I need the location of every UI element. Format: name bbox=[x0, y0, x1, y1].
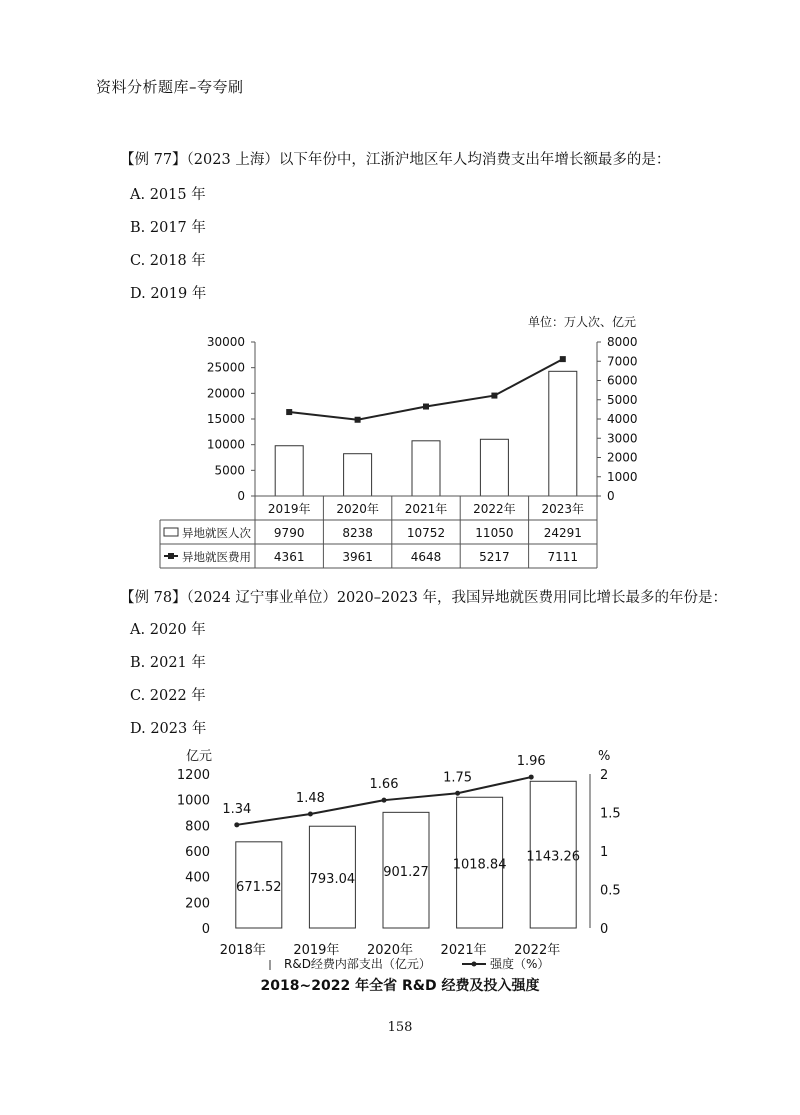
chart1-bar bbox=[412, 441, 440, 496]
chart1-category-label: 2019年 bbox=[267, 502, 311, 516]
chart2-left-tick-label: 400 bbox=[185, 870, 210, 886]
chart2-right-tick-label: 0.5 bbox=[600, 883, 621, 899]
chart1-table-value: 5217 bbox=[479, 550, 510, 564]
chart1-left-tick-label: 25000 bbox=[206, 360, 245, 375]
chart2-right-tick-label: 2 bbox=[600, 768, 609, 783]
chart1-right-tick-label: 3000 bbox=[607, 431, 638, 446]
chart2-bar-value-label: 793.04 bbox=[309, 872, 356, 888]
chart1-left-tick-label: 20000 bbox=[206, 386, 245, 401]
chart2-legend-bar-label: R&D经费内部支出（亿元） bbox=[284, 957, 431, 971]
chart2-title: 2018~2022 年全省 R&D 经费及投入强度 bbox=[260, 978, 540, 994]
chart2-line-value-label: 1.75 bbox=[443, 770, 473, 786]
chart2-bar-value-label: 1018.84 bbox=[452, 857, 507, 873]
chart1-left-tick-label: 0 bbox=[237, 489, 245, 503]
chart1-unit-label: 单位：万人次、亿元 bbox=[527, 315, 636, 329]
chart1-line-point bbox=[423, 404, 429, 410]
chart1-line-point bbox=[560, 356, 566, 362]
question-77-option-b: B. 2017 年 bbox=[130, 220, 206, 236]
chart2-left-tick-label: 0 bbox=[201, 922, 210, 937]
chart1-legend-line-label: 异地就医费用 bbox=[182, 550, 251, 564]
chart2-line-value-label: 1.66 bbox=[369, 777, 399, 793]
question-78-option-b: B. 2021 年 bbox=[130, 655, 206, 671]
chart2-right-tick-label: 0 bbox=[600, 922, 609, 937]
chart2-category-label: 2020年 bbox=[366, 943, 414, 958]
chart1-right-tick-label: 8000 bbox=[607, 335, 638, 349]
chart2-left-axis-label: 亿元 bbox=[186, 749, 213, 764]
chart2-legend-line-label: 强度（%） bbox=[490, 957, 550, 971]
chart1-table-value: 3961 bbox=[342, 550, 373, 564]
question-77-option-a: A. 2015 年 bbox=[130, 187, 206, 203]
chart1-left-tick-label: 5000 bbox=[214, 463, 245, 478]
chart1-category-label: 2023年 bbox=[541, 502, 585, 516]
chart1-line-point bbox=[355, 417, 361, 423]
question-78-option-a: A. 2020 年 bbox=[130, 622, 206, 638]
question-77-stem: 【例 77】（2023 上海）以下年份中，江浙沪地区年人均消费支出年增长额最多的是： bbox=[120, 152, 671, 168]
chart1-right-tick-label: 7000 bbox=[607, 354, 638, 369]
chart1-category-label: 2020年 bbox=[336, 502, 379, 516]
chart2-line-value-label: 1.48 bbox=[295, 791, 325, 807]
chart2-left-tick-label: 200 bbox=[185, 896, 210, 912]
page-number: 158 bbox=[387, 1020, 413, 1035]
chart1-right-tick-label: 6000 bbox=[607, 373, 638, 388]
chart1-category-label: 2022年 bbox=[473, 502, 516, 516]
chart1-table-value: 7111 bbox=[547, 550, 579, 564]
question-77-option-c: C. 2018 年 bbox=[130, 253, 206, 269]
chart2-category-label: 2022年 bbox=[514, 943, 561, 958]
chart1-legend-bar-key bbox=[164, 528, 178, 536]
chart1-line-series bbox=[289, 359, 563, 420]
chart2-right-axis-label: % bbox=[598, 749, 611, 764]
chart2-category-label: 2018年 bbox=[219, 943, 266, 958]
chart1-table-value: 4648 bbox=[410, 550, 442, 564]
chart1-bar bbox=[344, 454, 372, 496]
chart1-right-tick-label: 1000 bbox=[607, 469, 638, 484]
chart1-right-tick-label: 5000 bbox=[607, 392, 638, 407]
chart2-left-tick-label: 1200 bbox=[176, 768, 210, 783]
chart2-left-tick-label: 1000 bbox=[176, 793, 210, 809]
question-77-option-d: D. 2019 年 bbox=[130, 286, 207, 302]
chart2-left-tick-label: 800 bbox=[185, 819, 210, 835]
chart2-right-tick-label: 1.5 bbox=[600, 806, 621, 822]
chart2-line-value-label: 1.34 bbox=[222, 801, 252, 817]
chart1-category-label: 2021年 bbox=[404, 502, 448, 516]
chart2-legend-line-marker bbox=[472, 962, 477, 967]
chart1-table-value: 11050 bbox=[475, 526, 514, 540]
chart2-bar-value-label: 1143.26 bbox=[526, 849, 581, 865]
chart1-bar bbox=[480, 439, 508, 496]
chart1-bar bbox=[275, 446, 303, 496]
chart1-right-tick-label: 0 bbox=[607, 489, 615, 503]
chart2-line-point bbox=[382, 798, 387, 803]
chart2-line-point bbox=[529, 775, 534, 780]
chart1-line-point bbox=[286, 409, 292, 415]
chart1-table-value: 8238 bbox=[342, 526, 373, 540]
chart2-right-tick-label: 1 bbox=[600, 845, 609, 860]
chart1-table-value: 24291 bbox=[543, 526, 582, 540]
chart1-left-tick-label: 30000 bbox=[206, 335, 245, 349]
chart1-table-value: 4361 bbox=[273, 550, 305, 564]
chart2-bar-value-label: 901.27 bbox=[383, 865, 429, 881]
chart1-table-value: 10752 bbox=[406, 526, 446, 540]
chart-medical-visits bbox=[0, 300, 800, 570]
chart2-line-value-label: 1.96 bbox=[516, 754, 546, 770]
chart1-right-tick-label: 4000 bbox=[607, 412, 638, 426]
chart2-line-point bbox=[234, 822, 239, 827]
page-header: 资料分析题库–夸夸刷 bbox=[96, 78, 244, 96]
chart2-category-label: 2019年 bbox=[293, 943, 340, 958]
question-78-option-d: D. 2023 年 bbox=[130, 721, 207, 737]
chart1-legend-line-marker bbox=[168, 553, 174, 559]
chart1-table-value: 9790 bbox=[273, 526, 305, 540]
question-78-stem: 【例 78】（2024 辽宁事业单位）2020–2023 年，我国异地就医费用同比增长最多的年份是： bbox=[120, 590, 727, 606]
chart2-bar-value-label: 671.52 bbox=[236, 879, 282, 895]
chart1-bar bbox=[549, 371, 577, 496]
chart1-right-tick-label: 2000 bbox=[607, 450, 638, 465]
chart-rd-expenditure bbox=[0, 740, 800, 1005]
chart1-legend-bar-label: 异地就医人次 bbox=[182, 526, 251, 540]
chart1-line-point bbox=[491, 393, 497, 399]
chart2-left-tick-label: 600 bbox=[185, 845, 210, 860]
chart2-category-label: 2021年 bbox=[440, 943, 487, 958]
chart1-left-tick-label: 10000 bbox=[206, 437, 245, 452]
chart1-left-tick-label: 15000 bbox=[206, 412, 245, 426]
chart2-line-point bbox=[455, 791, 460, 796]
chart2-line-point bbox=[308, 812, 313, 817]
question-78-option-c: C. 2022 年 bbox=[130, 688, 206, 704]
